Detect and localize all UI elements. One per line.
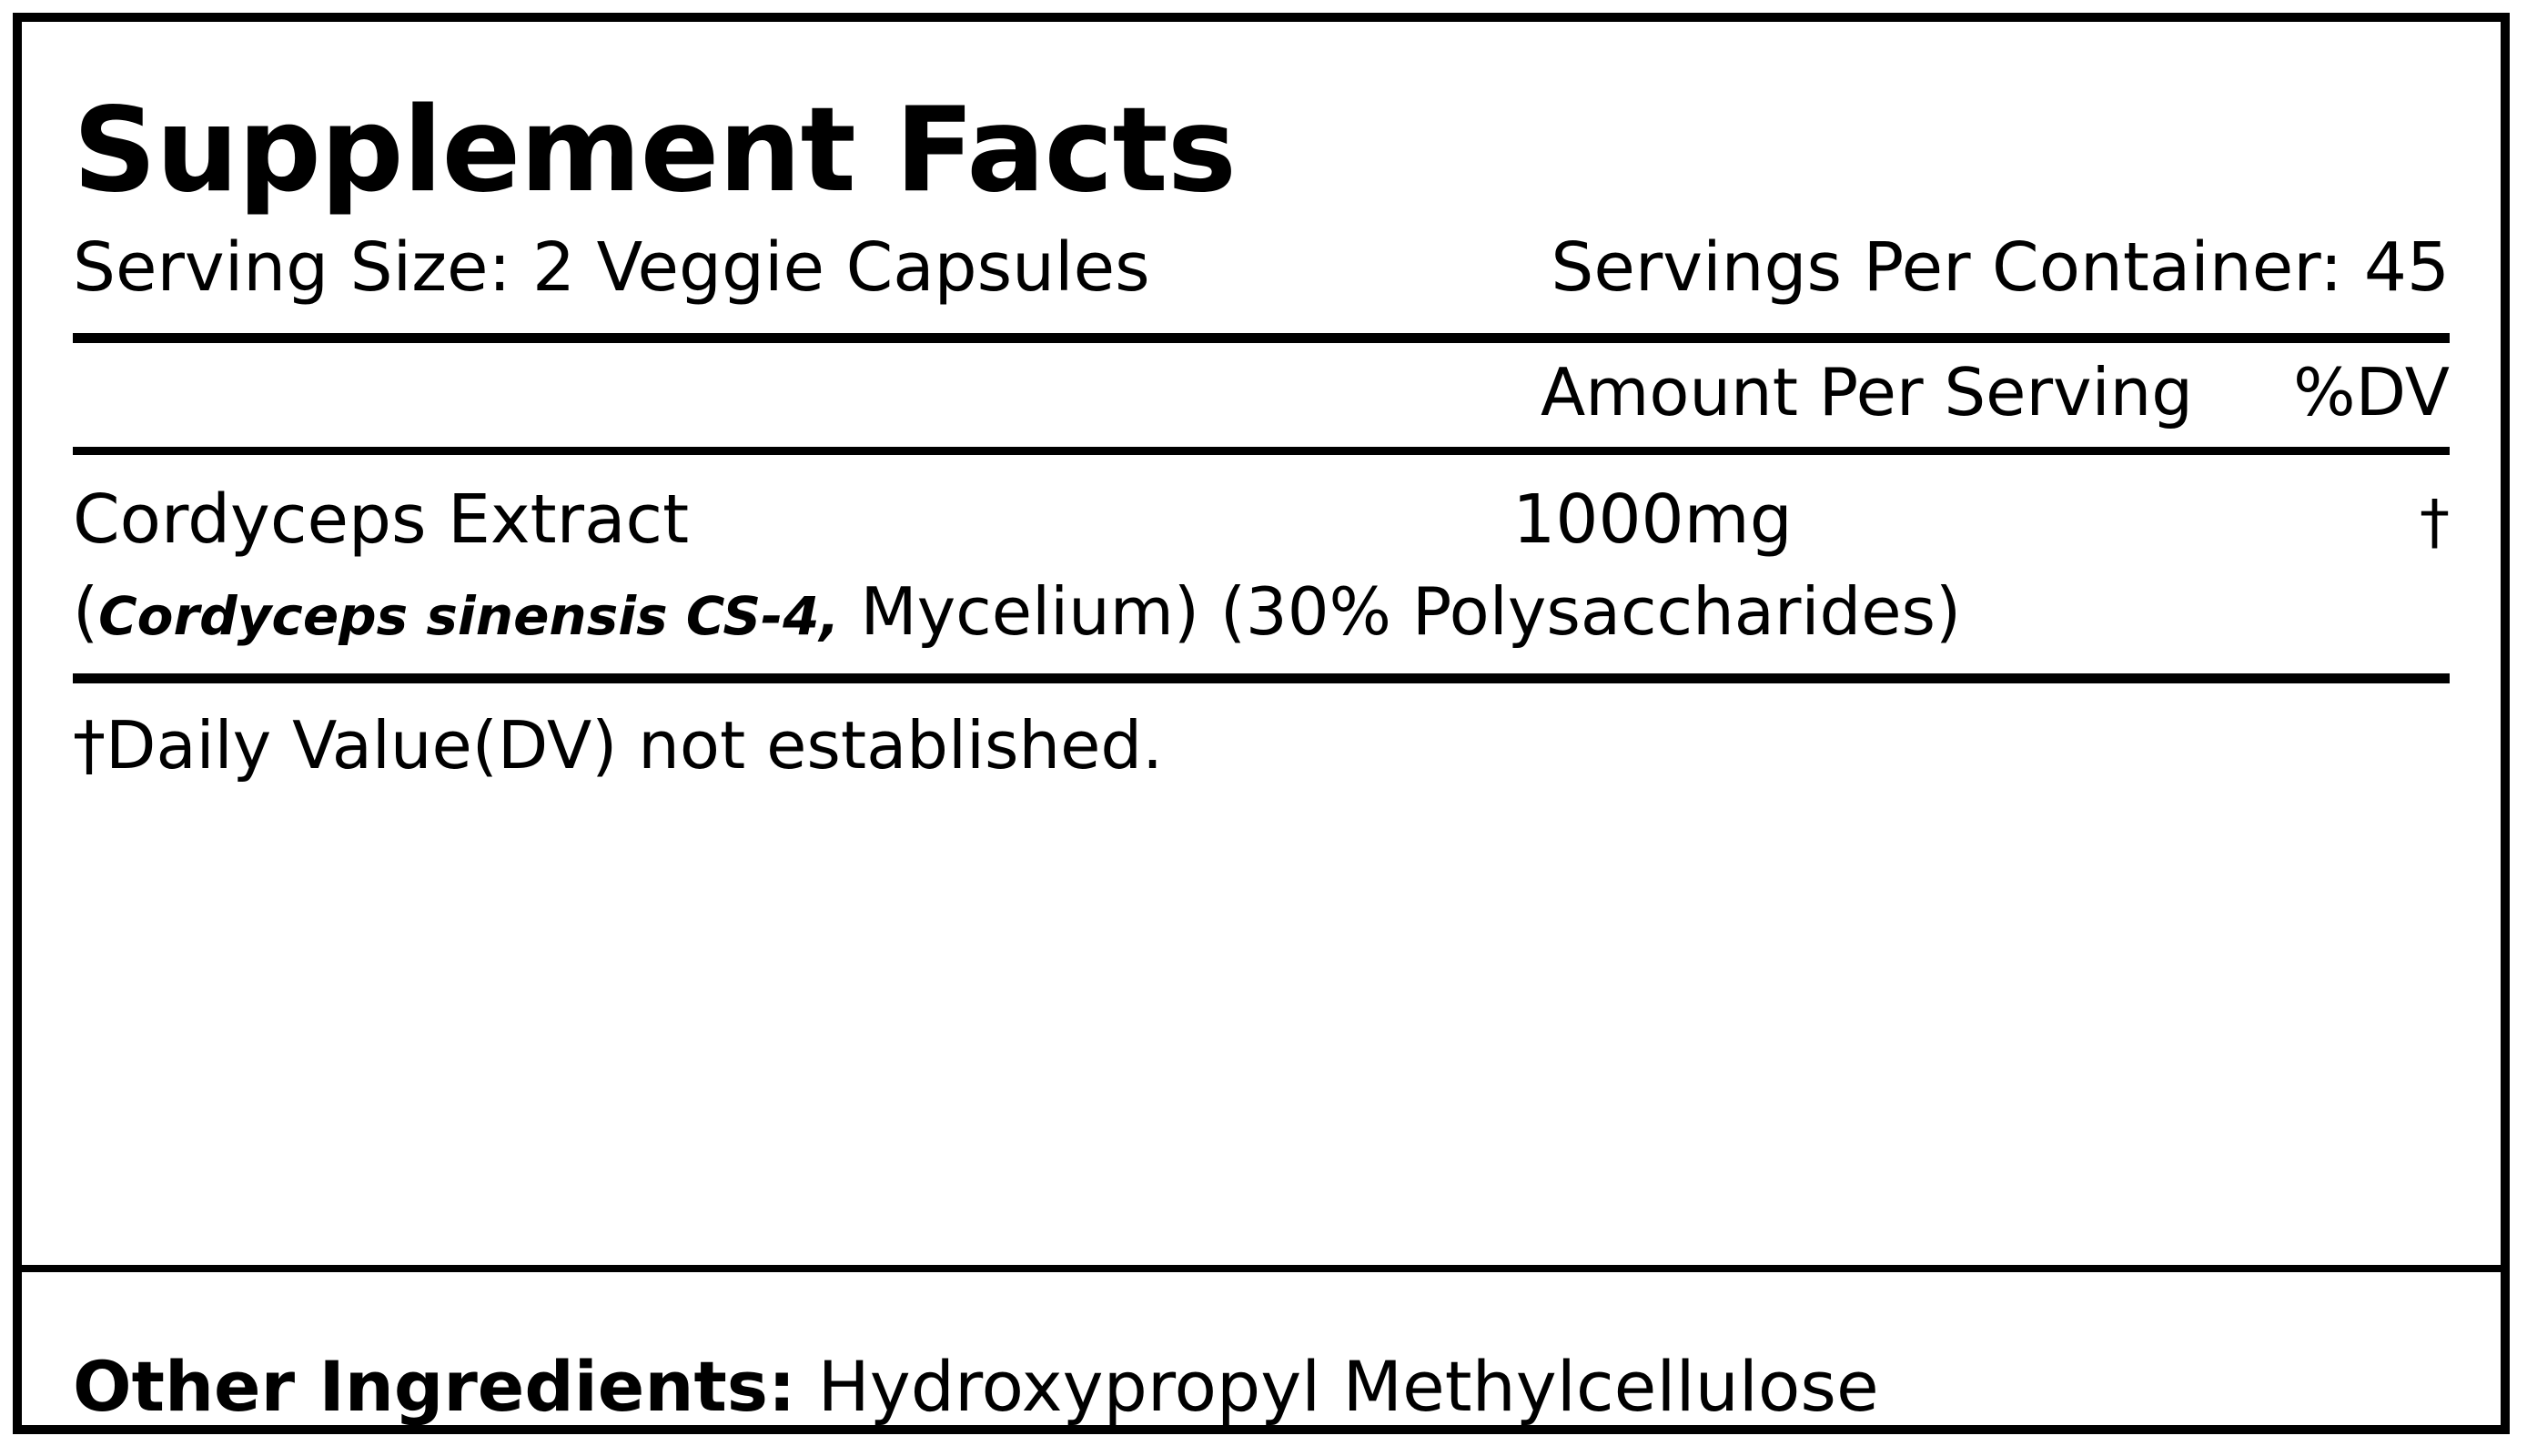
daily-value-footnote: †Daily Value(DV) not established.: [73, 706, 1163, 784]
ingredient-name: Cordyceps Extract: [73, 480, 690, 559]
other-ingredients-section: [22, 1329, 2501, 1428]
serving-info-row: [73, 215, 2450, 313]
column-headers-row: [73, 343, 2450, 436]
amount-per-serving-header: Amount Per Serving: [1540, 353, 2193, 430]
ingredient-source-prefix: (: [73, 572, 99, 650]
serving-size-text: Serving Size: 2 Veggie Capsules: [73, 228, 1150, 307]
daily-value-header: %DV: [2293, 353, 2450, 430]
ingredient-daily-value: †: [2420, 486, 2450, 557]
rule-below-columns: [73, 447, 2450, 455]
ingredient-source-rest: Mycelium) (30% Polysaccharides): [839, 572, 1962, 650]
ingredient-source-line: [73, 559, 2450, 650]
page-title: Supplement Facts: [73, 83, 1236, 218]
other-ingredients-value: Hydroxypropyl Methylcellulose: [817, 1346, 1879, 1428]
supplement-facts-panel: [13, 13, 2510, 1434]
rule-above-columns: [73, 333, 2450, 343]
servings-per-container-text: Servings Per Container: 45: [1551, 228, 2450, 307]
ingredient-scientific-name: Cordyceps sinensis CS-4,: [98, 584, 840, 647]
supplement-facts-body: [22, 22, 2501, 1428]
table-row: [73, 455, 2450, 559]
other-ingredients-label: Other Ingredients:: [73, 1346, 796, 1428]
other-ingredients-line: [73, 1346, 2450, 1428]
rule-below-ingredients: [73, 673, 2450, 683]
divider-above-other-ingredients: [22, 1265, 2501, 1272]
ingredient-amount: 1000mg: [1512, 480, 1793, 559]
